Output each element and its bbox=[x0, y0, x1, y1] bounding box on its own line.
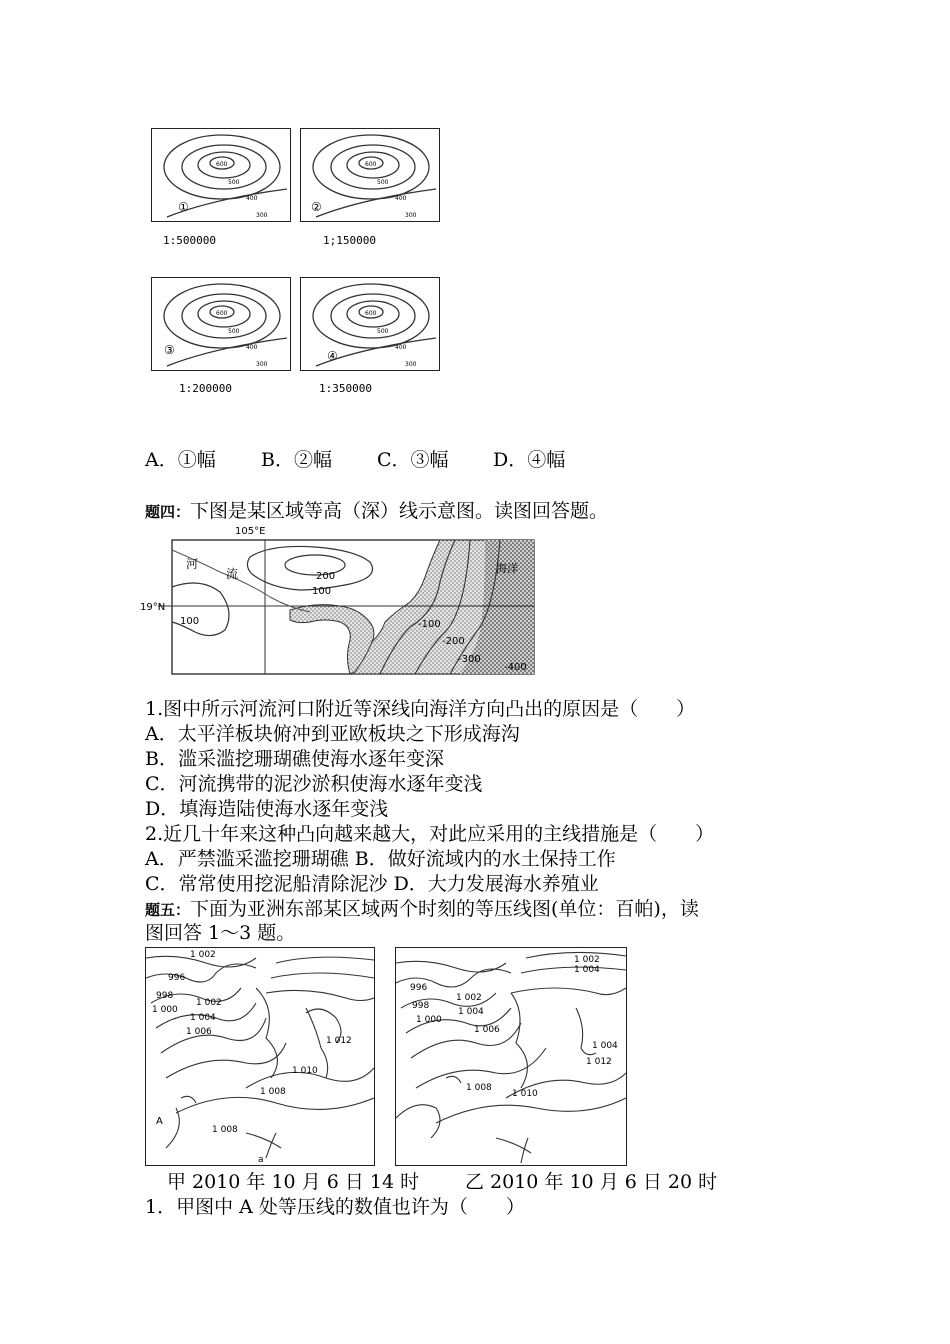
isobar-b-label-12: 1 010 bbox=[512, 1089, 538, 1099]
isobar-map-a-drawing bbox=[146, 948, 374, 1165]
scale-map-3: 1:200000 bbox=[179, 382, 232, 395]
isobar-b-label-5: 1 000 bbox=[416, 1015, 442, 1025]
isobar-map-b bbox=[395, 947, 627, 1166]
isobar-a-label-6: 1 004 bbox=[190, 1013, 216, 1023]
isobar-a-label-13: a bbox=[258, 1155, 264, 1165]
topic4-q1: 1.图中所示河流河口附近等深线向海洋方向凸出的原因是（ ） bbox=[145, 698, 696, 720]
latitude-label: 19°N bbox=[140, 602, 166, 613]
contour-label-400: 400 bbox=[395, 344, 407, 351]
map-number-4: ④ bbox=[327, 349, 338, 363]
contour-label-400: 400 bbox=[246, 344, 258, 351]
depth-label-300: -300 bbox=[458, 654, 481, 665]
isobar-a-label-3: 998 bbox=[156, 991, 174, 1001]
isobar-a-label-1: 1 002 bbox=[190, 950, 216, 960]
isobar-b-label-2: 1 004 bbox=[574, 965, 600, 975]
scale-map-4: 1:350000 bbox=[319, 382, 372, 395]
height-label-100-a: 100 bbox=[312, 586, 332, 597]
isobar-a-label-9: 1 010 bbox=[292, 1066, 318, 1076]
isobar-b-label-7: 1 004 bbox=[458, 1007, 484, 1017]
scale-map-1: 1:500000 bbox=[163, 234, 216, 247]
contour-label-300: 300 bbox=[256, 361, 268, 368]
topic4-q1-option-d: D．填海造陆使海水逐年变浅 bbox=[145, 798, 389, 820]
isobar-b-label-3: 996 bbox=[410, 983, 428, 993]
isobar-b-label-4: 998 bbox=[412, 1001, 430, 1011]
isobar-a-label-5: 1 002 bbox=[196, 998, 222, 1008]
ocean-label: 海洋 bbox=[496, 562, 518, 575]
q3-options bbox=[145, 448, 565, 473]
depth-label-100: -100 bbox=[418, 619, 441, 630]
option-c: C．③幅 bbox=[377, 449, 449, 471]
isobar-a-label-2: 996 bbox=[168, 973, 186, 983]
isobar-b-label-10: 1 012 bbox=[586, 1057, 612, 1067]
longitude-label: 105°E bbox=[235, 526, 266, 537]
isobar-a-label-7: 1 006 bbox=[186, 1027, 212, 1037]
isobar-b-label-11: 1 008 bbox=[466, 1083, 492, 1093]
caption-map-a: 甲 2010 年 10 月 6 日 14 时 bbox=[167, 1171, 420, 1193]
map-number-1: ① bbox=[178, 200, 189, 214]
contour-map-grid bbox=[143, 122, 455, 402]
contour-map-1 bbox=[151, 128, 291, 222]
river-char-2: 流 bbox=[226, 567, 239, 581]
contour-map-1-drawing bbox=[152, 129, 290, 221]
topic5-heading bbox=[145, 897, 699, 923]
isobar-a-label-4: 1 000 bbox=[152, 1005, 178, 1015]
topic4-text: 下图是某区域等高（深）线示意图。读图回答题。 bbox=[190, 500, 609, 522]
isobar-map-a bbox=[145, 947, 375, 1166]
contour-label-600: 600 bbox=[365, 310, 377, 317]
topic4-q2: 2.近几十年来这种凸向越来越大，对此应采用的主线措施是（ ） bbox=[145, 823, 715, 845]
contour-map-2-drawing bbox=[301, 129, 439, 221]
contour-map-3 bbox=[151, 277, 291, 371]
option-d: D．④幅 bbox=[493, 449, 566, 471]
depth-label-400: -400 bbox=[504, 662, 527, 673]
topic5-text-line1: 下面为亚洲东部某区域两个时刻的等压线图(单位：百帕)，读 bbox=[190, 898, 699, 920]
topic4-q2-options-line2: C．常常使用挖泥船清除泥沙 D．大力发展海水养殖业 bbox=[145, 873, 599, 895]
topic4-label: 题四： bbox=[145, 503, 191, 521]
isobar-b-label-8: 1 006 bbox=[474, 1025, 500, 1035]
isobar-a-label-12: 1 008 bbox=[212, 1125, 238, 1135]
height-label-200: 200 bbox=[316, 571, 336, 582]
topic4-map bbox=[140, 522, 540, 680]
contour-label-500: 500 bbox=[377, 328, 389, 335]
isobar-b-label-9: 1 004 bbox=[592, 1041, 618, 1051]
contour-map-4 bbox=[300, 277, 440, 371]
isobar-map-b-drawing bbox=[396, 948, 626, 1165]
topic5-text-line2: 图回答 1～3 题。 bbox=[145, 922, 296, 944]
topic5-label: 题五： bbox=[145, 901, 191, 919]
isobar-b-label-6: 1 002 bbox=[456, 993, 482, 1003]
contour-map-3-drawing bbox=[152, 278, 290, 370]
contour-label-600: 600 bbox=[216, 310, 228, 317]
depth-label-200: -200 bbox=[442, 636, 465, 647]
contour-map-4-drawing bbox=[301, 278, 439, 370]
contour-label-400: 400 bbox=[395, 195, 407, 202]
scale-map-2: 1;150000 bbox=[323, 234, 376, 247]
isobar-a-label-10: 1 008 bbox=[260, 1087, 286, 1097]
caption-map-b: 乙 2010 年 10 月 6 日 20 时 bbox=[465, 1171, 718, 1193]
contour-label-300: 300 bbox=[405, 361, 417, 368]
isobar-a-label-11: A bbox=[156, 1116, 163, 1127]
topic4-q2-options-line1: A．严禁滥采滥挖珊瑚礁 B．做好流域内的水土保持工作 bbox=[145, 848, 616, 870]
topic4-q1-option-b: B．滥采滥挖珊瑚礁使海水逐年变深 bbox=[145, 748, 444, 770]
contour-label-500: 500 bbox=[377, 179, 389, 186]
contour-label-500: 500 bbox=[228, 179, 240, 186]
map-number-3: ③ bbox=[164, 343, 175, 357]
isobar-b-label-1: 1 002 bbox=[574, 955, 600, 965]
contour-map-2 bbox=[300, 128, 440, 222]
river-char-1: 河 bbox=[186, 557, 199, 571]
topic5-q1: 1．甲图中 A 处等压线的数值也许为（ ） bbox=[145, 1196, 525, 1218]
topic4-map-drawing bbox=[140, 522, 540, 680]
height-label-100-b: 100 bbox=[180, 616, 200, 627]
option-a: A．①幅 bbox=[145, 449, 216, 471]
contour-label-500: 500 bbox=[228, 328, 240, 335]
contour-label-300: 300 bbox=[256, 212, 268, 219]
contour-label-400: 400 bbox=[246, 195, 258, 202]
topic4-q1-option-a: A．太平洋板块俯冲到亚欧板块之下形成海沟 bbox=[145, 723, 520, 745]
contour-label-600: 600 bbox=[365, 161, 377, 168]
isobar-a-label-8: 1 012 bbox=[326, 1036, 352, 1046]
option-b: B．②幅 bbox=[261, 449, 332, 471]
map-number-2: ② bbox=[311, 200, 322, 214]
topic4-q1-option-c: C．河流携带的泥沙淤积使海水逐年变浅 bbox=[145, 773, 483, 795]
contour-label-600: 600 bbox=[216, 161, 228, 168]
contour-label-300: 300 bbox=[405, 212, 417, 219]
